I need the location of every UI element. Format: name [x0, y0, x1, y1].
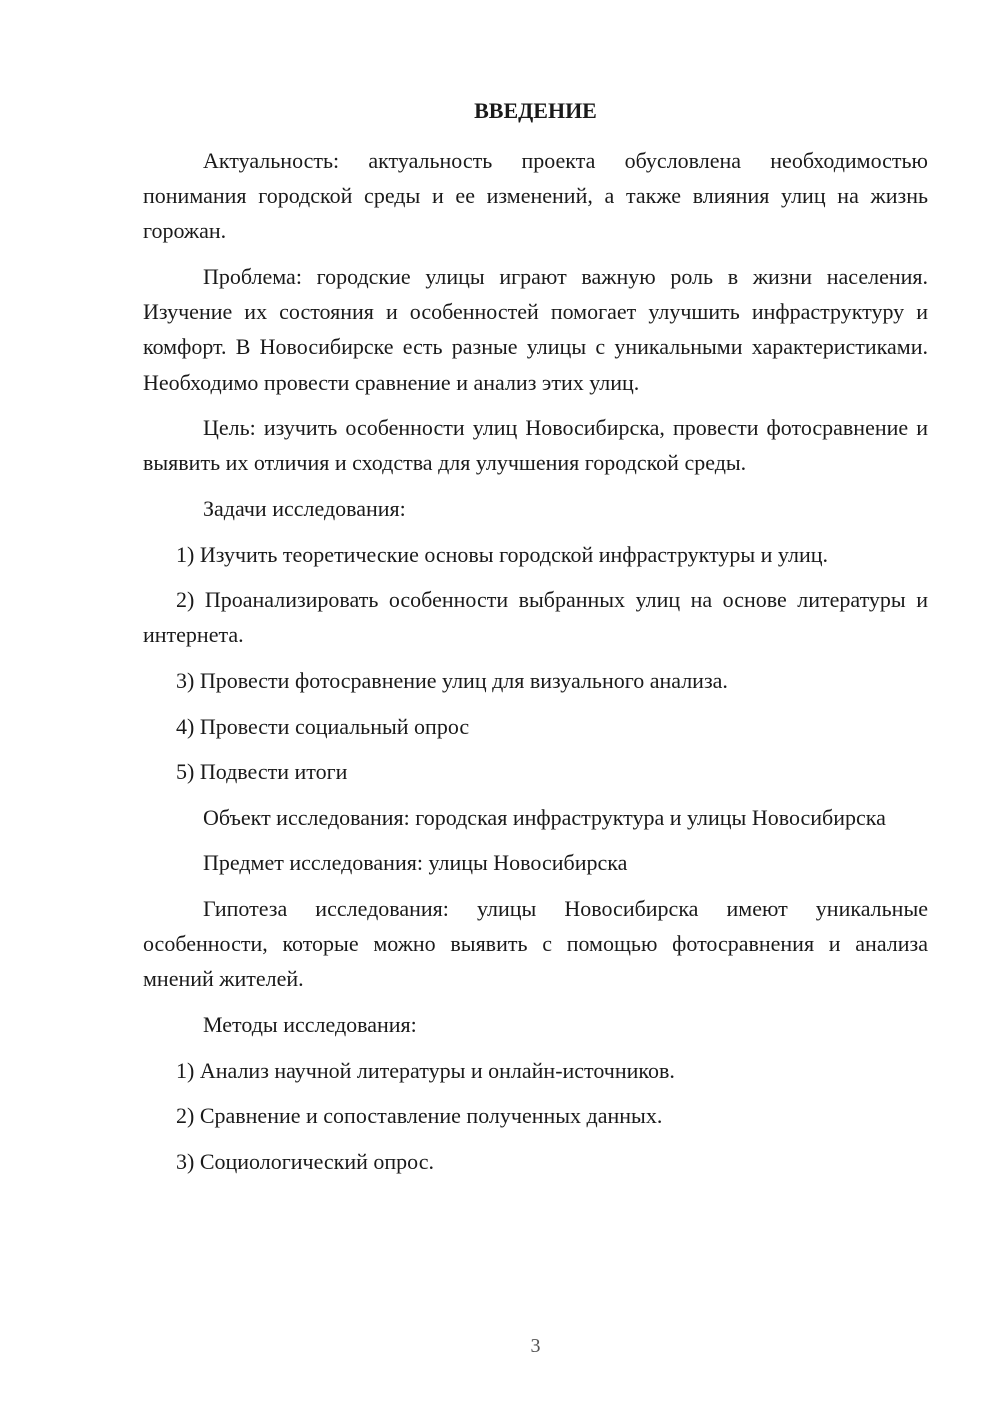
method-item-3: 3) Социологический опрос. [176, 1148, 434, 1174]
subject-paragraph: Предмет исследования: улицы Новосибирска [203, 850, 628, 876]
hypothesis-paragraph: Гипотеза исследования: улицы Новосибирска имеют уникальные особенности, которые можно выявить с помощью фотосравнения и анализа мнений жителей. [143, 895, 928, 992]
tasks-heading: Задачи исследования: [203, 496, 406, 521]
problem-paragraph: Проблема: городские улицы играют важную роль в жизни населения. Изучение их состояния и особенностей помогает улучшить инфраструктуру и комфорт. В Новосибирске есть разные улицы с уникальными характеристиками. Необходимо провести сравнение и анализ этих улиц. [143, 264, 928, 395]
task-item-5: 5) Подвести итоги [176, 759, 348, 785]
method-item-2: 2) Сравнение и сопоставление полученных данных. [176, 1103, 663, 1129]
task-item-4: 4) Провести социальный опрос [176, 713, 470, 739]
document-body [143, 143, 928, 1189]
section-title: ВВЕДЕНИЕ [474, 98, 597, 123]
task-item-2: 2) Проанализировать особенности выбранных улиц на основе литературы и интернета. [143, 587, 928, 648]
methods-heading: Методы исследования: [203, 1011, 417, 1037]
task-item-3: 3) Провести фотосравнение улиц для визуального анализа. [176, 667, 728, 693]
document-page [143, 0, 928, 1414]
goal-paragraph: Цель: изучить особенности улиц Новосибирска, провести фотосравнение и выявить их отличия и сходства для улучшения городской среды. [143, 415, 928, 476]
page-number: 3 [530, 1335, 541, 1357]
task-item-1: 1) Изучить теоретические основы городской инфраструктуры и улиц. [176, 541, 828, 567]
object-paragraph: Объект исследования: городская инфраструктура и улицы Новосибирска [203, 804, 886, 830]
method-item-1: 1) Анализ научной литературы и онлайн-источников. [176, 1057, 675, 1083]
relevance-paragraph: Актуальность: актуальность проекта обусловлена необходимостью понимания городской среды и ее изменений, а также влияния улиц на жизнь горожан. [143, 148, 928, 244]
